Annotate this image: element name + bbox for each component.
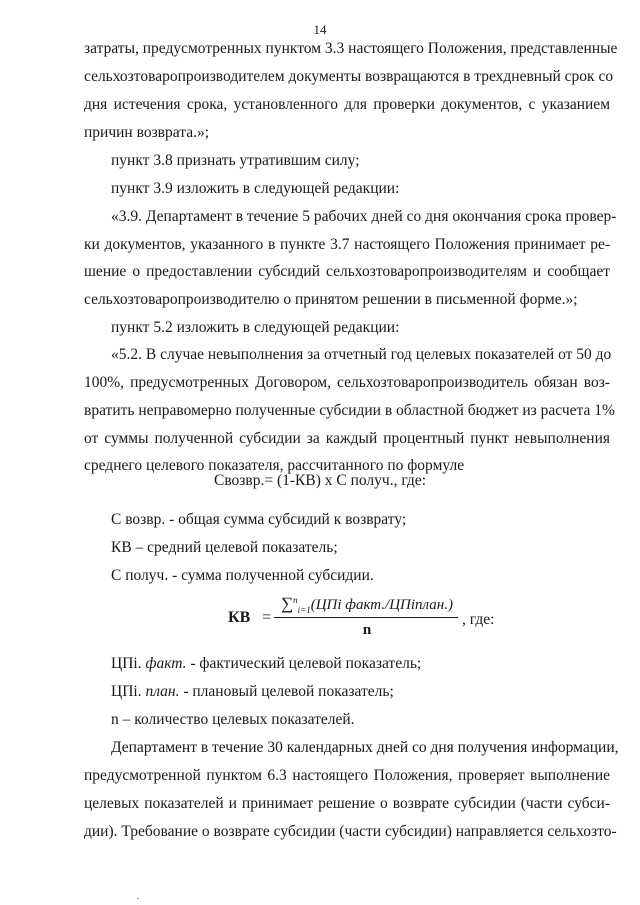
paragraph-1-line: сельхозтоваропроизводителем документы возвращаются в трехдневный срок со (84, 68, 614, 85)
paragraph-5-2-line: от суммы полученной субсидии за каждый процентный пункт невыполнения (84, 430, 610, 447)
formula-return: Свозвр.= (1-КВ) х С получ., где: (213, 472, 426, 489)
footer-mark: · (136, 893, 140, 905)
paragraph-3-9-line: сельхозтоваропроизводителю о принятом решении в письменной форме.»; (84, 291, 578, 308)
page-number: 14 (313, 22, 327, 37)
sum-symbol: ∑ (281, 594, 294, 613)
numerator-expression: (ЦПi факт./ЦПiплан.) (310, 597, 453, 613)
definition-prefix: ЦПi. (111, 683, 142, 700)
definition-line: С получ. - сумма полученной субсидии. (111, 567, 374, 584)
item-3-8: пункт 3.8 признать утратившим силу; (111, 152, 360, 169)
paragraph-3-9-line: шение о предоставлении субсидий сельхозтоваропроизводителям и сообщает (84, 263, 610, 280)
definition-line: КВ – средний целевой показатель; (111, 539, 338, 556)
kv-formula-equals: = (262, 609, 272, 626)
paragraph-5-2-line: среднего целевого показателя, рассчитанного по формуле (84, 457, 465, 474)
definition-term: план. (145, 683, 180, 700)
paragraph-3-9-line: ки документов, указанного в пункте 3.7 настоящего Положения принимает ре- (84, 236, 610, 253)
definition-line (111, 682, 394, 702)
sum-lower: i=1 (297, 605, 311, 615)
definition-line (111, 654, 421, 674)
kv-formula (228, 594, 528, 644)
paragraph-final-line: целевых показателей и принимает решение о возврате субсидии (части субси- (84, 795, 610, 812)
definition-prefix: ЦПi. (111, 655, 142, 672)
kv-formula-numerator (274, 594, 460, 615)
paragraph-3-9-line: «3.9. Департамент в течение 5 рабочих дней со дня окончания срока провер- (111, 208, 617, 225)
paragraph-5-2-line: «5.2. В случае невыполнения за отчетный год целевых показателей от 50 до (111, 346, 612, 363)
kv-formula-label: КВ (228, 609, 251, 626)
item-3-9-intro: пункт 3.9 изложить в следующей редакции: (111, 180, 400, 197)
definition-line: С возвр. - общая сумма субсидий к возврату; (111, 511, 407, 528)
paragraph-5-2-line: 100%, предусмотренных Договором, сельхозтоваропроизводитель обязан воз- (84, 374, 610, 391)
definition-rest: - фактический целевой показатель; (186, 655, 422, 672)
paragraph-1-line: затраты, предусмотренных пунктом 3.3 настоящего Положения, представленные (84, 40, 618, 57)
sum-upper: n (293, 595, 298, 605)
definition-line: n – количество целевых показателей. (111, 711, 355, 728)
kv-formula-denominator: n (362, 622, 372, 638)
paragraph-final-line: предусмотренной пунктом 6.3 настоящего Положения, проверяет выполнение (84, 767, 610, 784)
paragraph-1-line: причин возврата.»; (84, 124, 210, 141)
item-5-2-intro: пункт 5.2 изложить в следующей редакции: (111, 319, 400, 336)
paragraph-1-line: дня истечения срока, установленного для проверки документов, с указанием (84, 96, 610, 113)
paragraph-5-2-line: вратить неправомерно полученные субсидии в областной бюджет из расчета 1% (84, 402, 615, 419)
kv-formula-tail: , где: (462, 611, 495, 628)
paragraph-final-line: дии). Требование о возврате субсидии (части субсидии) направляется сельхозто- (84, 823, 617, 840)
definition-term: факт. (145, 655, 187, 672)
paragraph-final-line: Департамент в течение 30 календарных дней со дня получения информации, (111, 739, 619, 756)
definition-rest: - плановый целевой показатель; (179, 683, 394, 700)
fraction-bar (274, 617, 458, 618)
